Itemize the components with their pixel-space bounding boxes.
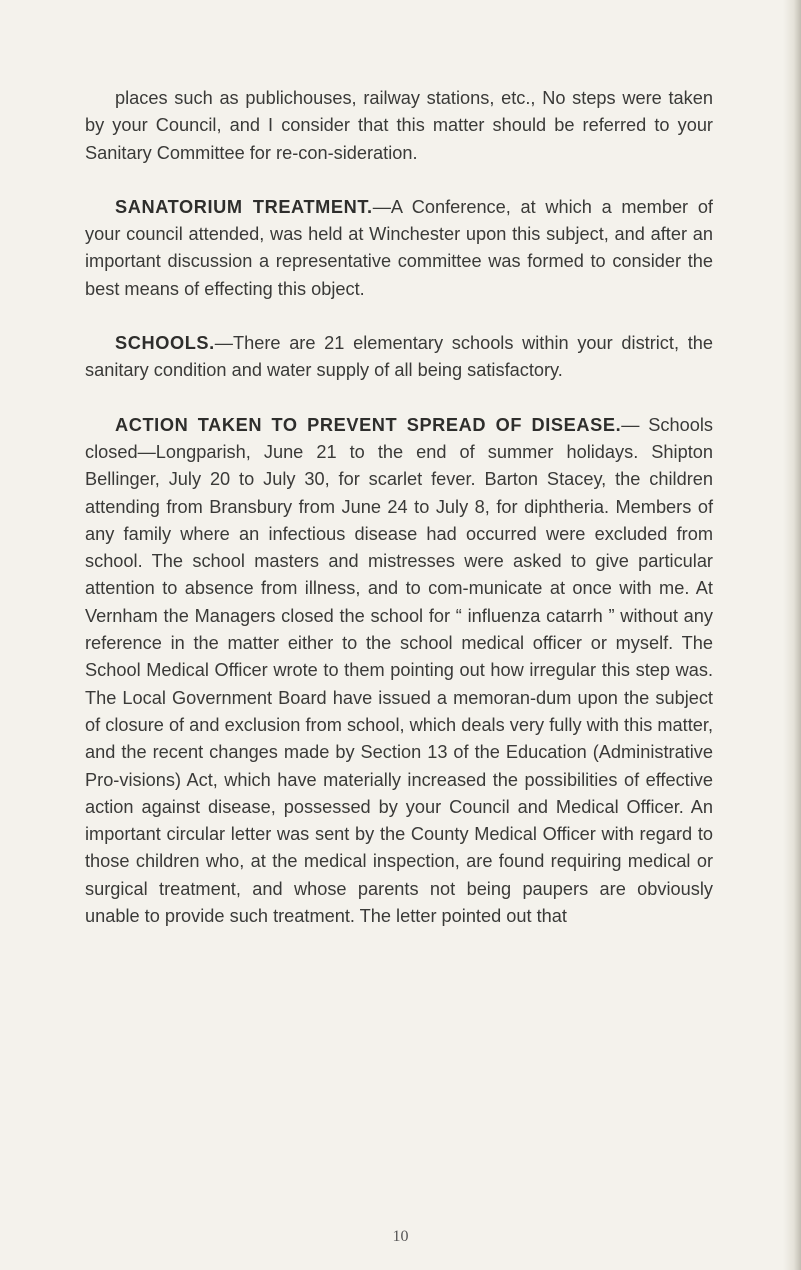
action-body: — Schools closed—Longparish, June 21 to the end of summer holidays. Shipton Bellinger, July 20 to July 30, for scarlet fever. Barton Stacey, the children attending from Bransbury from June 24 to July 8, for diphtheria. Members of any family where an infectious disease had occurred were excluded from school. The school masters and mistresses were asked to give particular attention to absence from illness, and to com-municate at once with me. At Vernham the Managers closed the school for “ influenza catarrh ” without any reference in the matter either to the school medical officer or myself. The School Medical Officer wrote to them pointing out how irregular this step was. The Local Government Board have issued a memoran-dum upon the subject of closure of and exclusion from school, which deals very fully with this matter, and the recent changes made by Section 13 of the Education (Administrative Pro-visions) Act, which have materially increased the possibilities of effective action against disease, possessed by your Council and Medical Officer. An important circular letter was sent by the County Medical Officer with regard to those children who, at the medical inspection, are found requiring medical or surgical treatment, and whose parents not being paupers are obviously unable to provide such treatment. The letter pointed out that [85,414,713,927]
sanatorium-body: —A Conference, at which a member of your council attended, was held at Winchester upon this subject, and after an important discussion a representative committee was formed to consider the best means of effecting this object. [85,196,713,299]
schools-heading: SCHOOLS. [115,333,215,354]
page-edge-shadow [783,0,801,1270]
page-number: 10 [392,1228,409,1245]
document-page [85,85,713,930]
continuation-paragraph: places such as publichouses, railway stations, etc., No steps were taken by your Council, and I consider that this matter should be referred to your Sanitary Committee for re-con-sideration. [85,88,713,163]
action-paragraph [85,412,713,931]
sanatorium-paragraph [85,194,713,303]
schools-paragraph [85,330,713,385]
sanatorium-heading: SANATORIUM TREATMENT. [115,196,373,217]
schools-body: —There are 21 elementary schools within your district, the sanitary condition and water supply of all being satisfactory. [85,333,713,381]
action-heading: ACTION TAKEN TO PREVENT SPREAD OF DISEASE. [115,414,622,435]
